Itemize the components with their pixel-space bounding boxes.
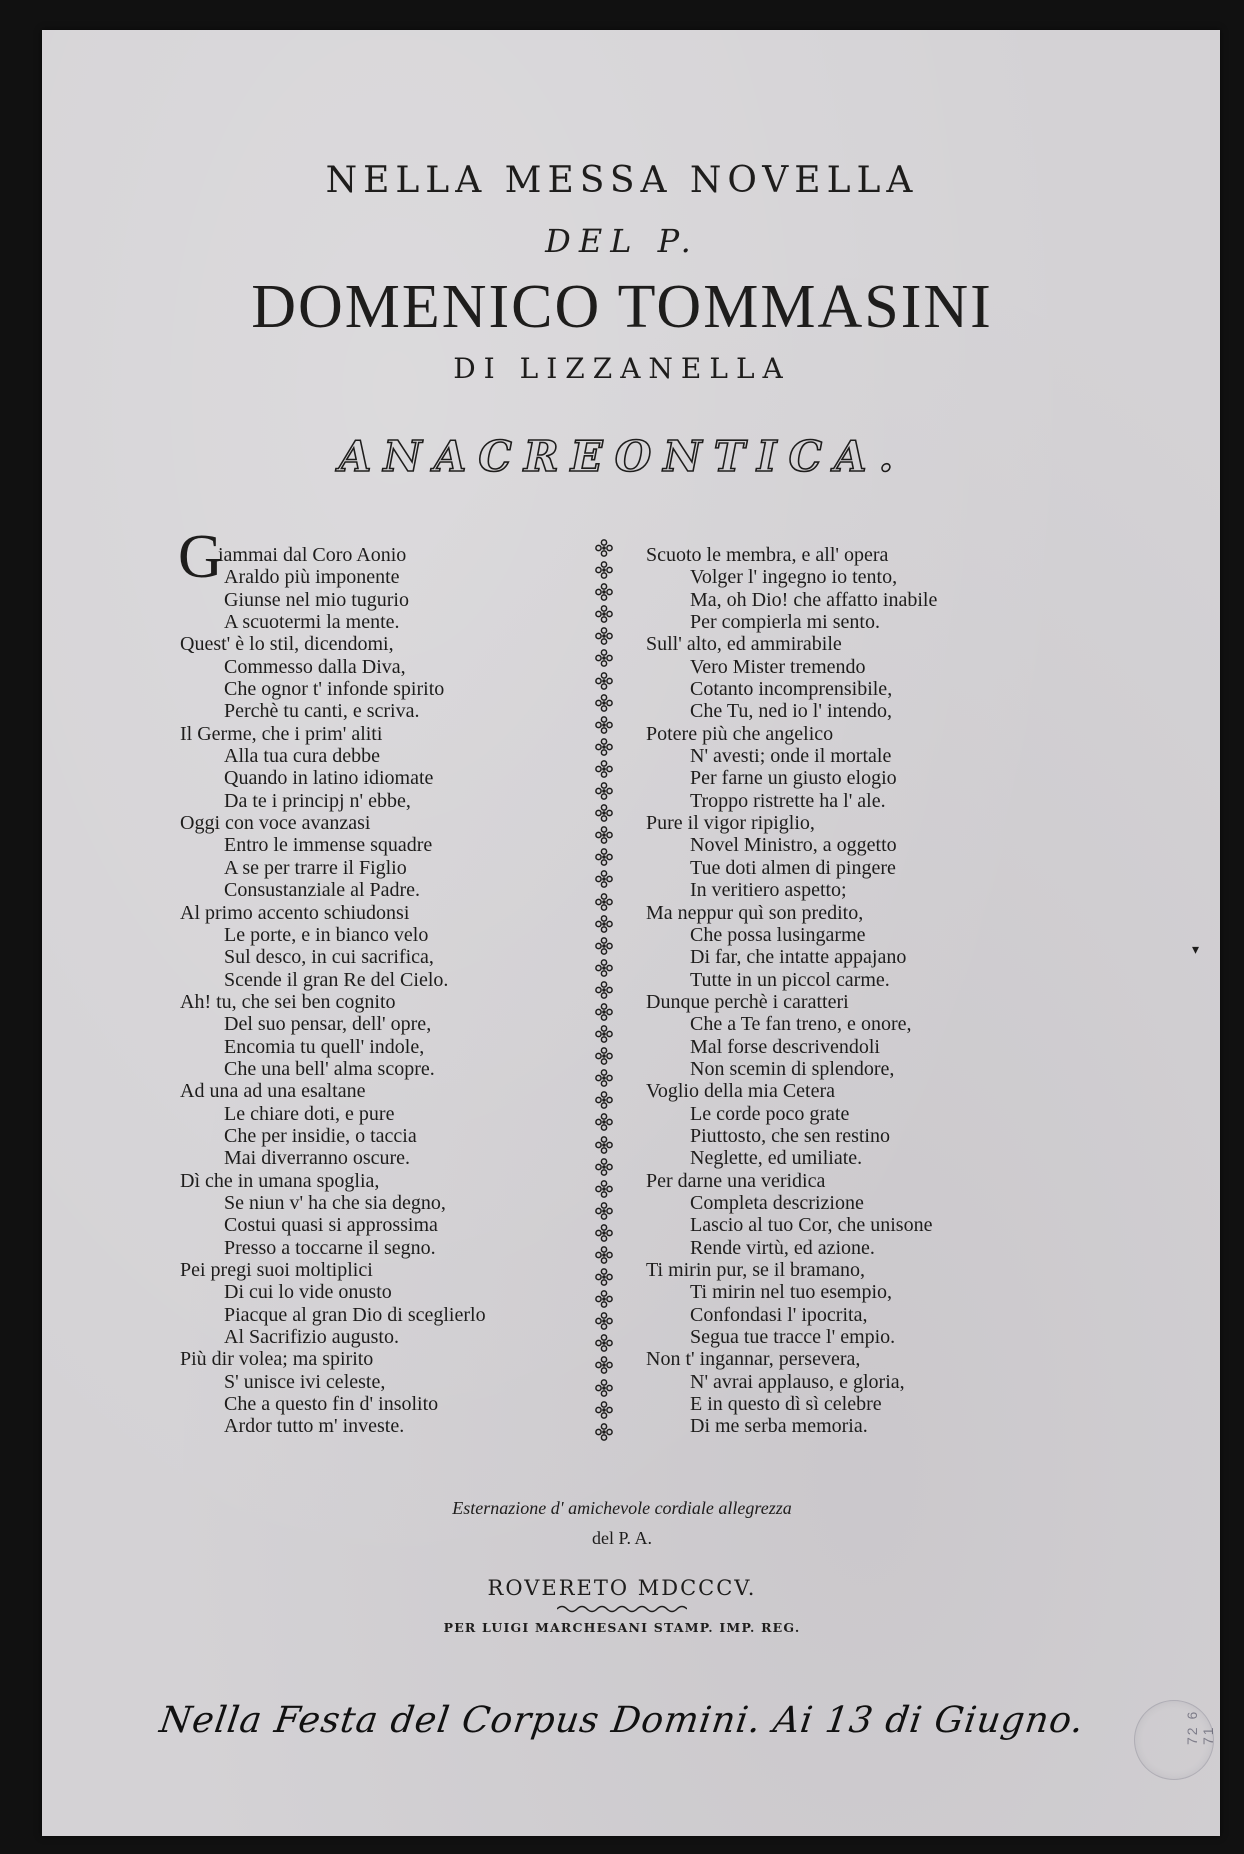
verse-line: Tue doti almen di pingere bbox=[690, 856, 896, 879]
quatrefoil-ornament-icon bbox=[594, 1157, 614, 1179]
edge-mark-icon: ▾ bbox=[1192, 942, 1200, 958]
quatrefoil-ornament-icon bbox=[594, 1135, 614, 1157]
verse-line: Il Germe, che i prim' aliti bbox=[180, 722, 383, 745]
verse-line: Perchè tu canti, e scriva. bbox=[224, 700, 420, 723]
verse-line: Cotanto incomprensibile, bbox=[690, 678, 893, 701]
verse-line: Le chiare doti, e pure bbox=[224, 1102, 395, 1125]
quatrefoil-ornament-icon bbox=[594, 1046, 614, 1068]
heading-name: DOMENICO TOMMASINI bbox=[251, 273, 993, 341]
verse-line: Che a Te fan treno, e onore, bbox=[690, 1013, 912, 1036]
verse-line: Entro le immense squadre bbox=[224, 834, 433, 857]
verse-line: Al primo accento schiudonsi bbox=[180, 901, 410, 924]
verse-line: Dì che in umana spoglia, bbox=[180, 1169, 380, 1192]
verse-line: N' avesti; onde il mortale bbox=[690, 745, 892, 768]
genre-title: ANACREONTICA. bbox=[338, 432, 906, 481]
verse-line: Le porte, e in bianco velo bbox=[224, 923, 429, 946]
verse-line: Novel Ministro, a oggetto bbox=[690, 834, 897, 857]
quatrefoil-ornament-icon bbox=[594, 604, 614, 626]
verse-line: Per compierla mi sento. bbox=[690, 611, 880, 634]
verse-line: Che una bell' alma scopre. bbox=[224, 1057, 435, 1080]
quatrefoil-ornament-icon bbox=[594, 671, 614, 693]
verse-line: Se niun v' ha che sia degno, bbox=[224, 1191, 446, 1214]
handwritten-annotation: Nella Festa del Corpus Domini. Ai 13 di Giugno. bbox=[157, 1700, 1087, 1741]
quatrefoil-ornament-icon bbox=[594, 1378, 614, 1400]
drop-cap-letter: G bbox=[178, 523, 223, 591]
verse-line: S' unisce ivi celeste, bbox=[224, 1370, 386, 1393]
verse-line: Confondasi l' ipocrita, bbox=[690, 1303, 868, 1326]
verse-line: Da te i principj n' ebbe, bbox=[224, 789, 411, 812]
quatrefoil-ornament-icon bbox=[594, 914, 614, 936]
verse-line: Mai diverranno oscure. bbox=[224, 1147, 411, 1170]
verse-line: Completa descrizione bbox=[690, 1191, 864, 1214]
verse-line: Vero Mister tremendo bbox=[690, 655, 866, 678]
verse-line: Che per insidie, o taccia bbox=[224, 1124, 417, 1147]
imprint-printer: PER LUIGI MARCHESANI STAMP. IMP. REG. bbox=[443, 1620, 801, 1635]
verse-line: Le corde poco grate bbox=[690, 1102, 850, 1125]
quatrefoil-ornament-icon bbox=[594, 1311, 614, 1333]
verse-line: Che ognor t' infonde spirito bbox=[224, 678, 445, 701]
verse-line: Neglette, ed umiliate. bbox=[690, 1147, 863, 1170]
verse-line: Piacque al gran Dio di sceglierlo bbox=[224, 1303, 486, 1326]
quatrefoil-ornament-icon bbox=[594, 936, 614, 958]
quatrefoil-ornament-icon bbox=[594, 648, 614, 670]
verse-line: Al Sacrifizio augusto. bbox=[224, 1326, 399, 1349]
verse-line: Piuttosto, che sen restino bbox=[690, 1124, 890, 1147]
quatrefoil-ornament-icon bbox=[594, 1068, 614, 1090]
verse-line: Quest' è lo stil, dicendomi, bbox=[180, 633, 394, 656]
verse-line: Tutte in un piccol carme. bbox=[690, 968, 890, 991]
quatrefoil-ornament-icon bbox=[594, 737, 614, 759]
quatrefoil-ornament-icon bbox=[594, 1112, 614, 1134]
verse-line: Pure il vigor ripiglio, bbox=[646, 812, 815, 835]
wavy-rule-ornament bbox=[557, 1604, 687, 1614]
quatrefoil-ornament-icon bbox=[594, 582, 614, 604]
verse-line: Scende il gran Re del Cielo. bbox=[224, 968, 449, 991]
verse-line: Del suo pensar, dell' opre, bbox=[224, 1013, 432, 1036]
quatrefoil-ornament-icon bbox=[594, 803, 614, 825]
quatrefoil-ornament-icon bbox=[594, 1289, 614, 1311]
verse-line: Scuoto le membra, e all' opera bbox=[646, 544, 889, 566]
quatrefoil-ornament-icon bbox=[594, 560, 614, 582]
quatrefoil-ornament-icon bbox=[594, 781, 614, 803]
verse-line: Di cui lo vide onusto bbox=[224, 1281, 392, 1304]
verse-line: Alla tua cura debbe bbox=[224, 745, 381, 768]
quatrefoil-ornament-icon bbox=[594, 1201, 614, 1223]
verse-line: Quando in latino idiomate bbox=[224, 767, 434, 790]
verse-line: E in questo dì sì celebre bbox=[690, 1393, 882, 1416]
verse-line: Voglio della mia Cetera bbox=[646, 1080, 836, 1103]
quatrefoil-ornament-icon bbox=[594, 958, 614, 980]
verse-line: Presso a toccarne il segno. bbox=[224, 1236, 436, 1259]
quatrefoil-ornament-icon bbox=[594, 1090, 614, 1112]
verse-line: Che possa lusingarme bbox=[690, 923, 866, 946]
quatrefoil-ornament-icon bbox=[594, 1024, 614, 1046]
verse-line: Troppo ristrette ha l' ale. bbox=[690, 789, 886, 812]
verse-line: Mal forse descrivendoli bbox=[690, 1035, 880, 1058]
verse-line: A scuotermi la mente. bbox=[224, 611, 400, 634]
quatrefoil-ornament-icon bbox=[594, 1179, 614, 1201]
ornament-top-icon bbox=[594, 538, 614, 560]
verse-line: N' avrai applauso, e gloria, bbox=[690, 1370, 905, 1393]
verse-line: Segua tue tracce l' empio. bbox=[690, 1326, 896, 1349]
verse-line: Per farne un giusto elogio bbox=[690, 767, 897, 790]
quatrefoil-ornament-icon bbox=[594, 1355, 614, 1377]
quatrefoil-ornament-icon bbox=[594, 1002, 614, 1024]
verse-line: Giunse nel mio tugurio bbox=[224, 588, 409, 611]
verse-line: Oggi con voce avanzasi bbox=[180, 812, 371, 835]
ornament-column bbox=[588, 538, 620, 1444]
poem-left-column bbox=[180, 544, 486, 1438]
verse-line: Ardor tutto m' investe. bbox=[224, 1415, 405, 1438]
verse-line: Non t' ingannar, persevera, bbox=[646, 1348, 861, 1371]
stamp-number: 72 6 71 bbox=[1184, 1709, 1216, 1745]
verse-line: Più dir volea; ma spirito bbox=[180, 1348, 374, 1371]
quatrefoil-ornament-icon bbox=[594, 1223, 614, 1245]
verse-line: Potere più che angelico bbox=[646, 722, 834, 745]
verse-line: Commesso dalla Diva, bbox=[224, 655, 406, 678]
heading-line-1: NELLA MESSA NOVELLA bbox=[325, 160, 919, 201]
verse-line: Che a questo fin d' insolito bbox=[224, 1393, 439, 1416]
verse-line: Che Tu, ned io l' intendo, bbox=[690, 700, 892, 723]
quatrefoil-ornament-icon bbox=[594, 825, 614, 847]
verse-line: Per darne una veridica bbox=[646, 1169, 826, 1192]
verse-line: Ma neppur quì son predito, bbox=[646, 901, 864, 924]
verse-line: Rende virtù, ed azione. bbox=[690, 1236, 875, 1259]
verse-line: Non scemin di splendore, bbox=[690, 1057, 895, 1080]
verse-line: Dunque perchè i caratteri bbox=[646, 990, 849, 1013]
verse-line: Volger l' ingegno io tento, bbox=[690, 566, 898, 589]
verse-line: Di far, che intatte appajano bbox=[690, 946, 907, 969]
verse-line: In veritiero aspetto; bbox=[690, 879, 847, 902]
verse-line: Ah! tu, che sei ben cognito bbox=[180, 990, 396, 1013]
verse-line: Ma, oh Dio! che affatto inabile bbox=[690, 588, 938, 611]
verse-line: Consustanziale al Padre. bbox=[224, 879, 421, 902]
heading-line-2: DEL P. bbox=[545, 222, 699, 260]
ornament-bottom-icon bbox=[594, 1422, 614, 1444]
verse-line: Encomia tu quell' indole, bbox=[224, 1035, 425, 1058]
verse-line: Ti mirin nel tuo esempio, bbox=[690, 1281, 893, 1304]
quatrefoil-ornament-icon bbox=[594, 1400, 614, 1422]
poem-right-column bbox=[646, 544, 937, 1438]
verse-line: Sul desco, in cui sacrifica, bbox=[224, 946, 434, 969]
quatrefoil-ornament-icon bbox=[594, 715, 614, 737]
quatrefoil-ornament-icon bbox=[594, 1245, 614, 1267]
quatrefoil-ornament-icon bbox=[594, 869, 614, 891]
verse-line: Lascio al tuo Cor, che unisone bbox=[690, 1214, 933, 1237]
quatrefoil-ornament-icon bbox=[594, 626, 614, 648]
closing-dedication: Esternazione d' amichevole cordiale allegrezza bbox=[452, 1498, 792, 1518]
closing-signature: del P. A. bbox=[591, 1528, 652, 1548]
quatrefoil-ornament-icon bbox=[594, 892, 614, 914]
quatrefoil-ornament-icon bbox=[594, 847, 614, 869]
verse-line: Di me serba memoria. bbox=[690, 1415, 868, 1438]
quatrefoil-ornament-icon bbox=[594, 1333, 614, 1355]
quatrefoil-ornament-icon bbox=[594, 693, 614, 715]
verse-line: Ti mirin pur, se il bramano, bbox=[646, 1259, 866, 1281]
heading-line-4: DI LIZZANELLA bbox=[453, 352, 791, 385]
verse-line: Pei pregi suoi moltiplici bbox=[180, 1259, 373, 1281]
quatrefoil-ornament-icon bbox=[594, 980, 614, 1002]
verse-line: iammai dal Coro Aonio bbox=[218, 544, 407, 566]
verse-line: Sull' alto, ed ammirabile bbox=[646, 633, 842, 656]
verse-line: Ad una ad una esaltane bbox=[180, 1080, 366, 1103]
quatrefoil-ornament-icon bbox=[594, 1267, 614, 1289]
verse-line: Costui quasi si approssima bbox=[224, 1214, 438, 1237]
imprint-place-date: ROVERETO MDCCCV. bbox=[487, 1576, 757, 1600]
verse-line: A se per trarre il Figlio bbox=[224, 856, 407, 879]
quatrefoil-ornament-icon bbox=[594, 759, 614, 781]
verse-line: Araldo più imponente bbox=[224, 566, 400, 589]
